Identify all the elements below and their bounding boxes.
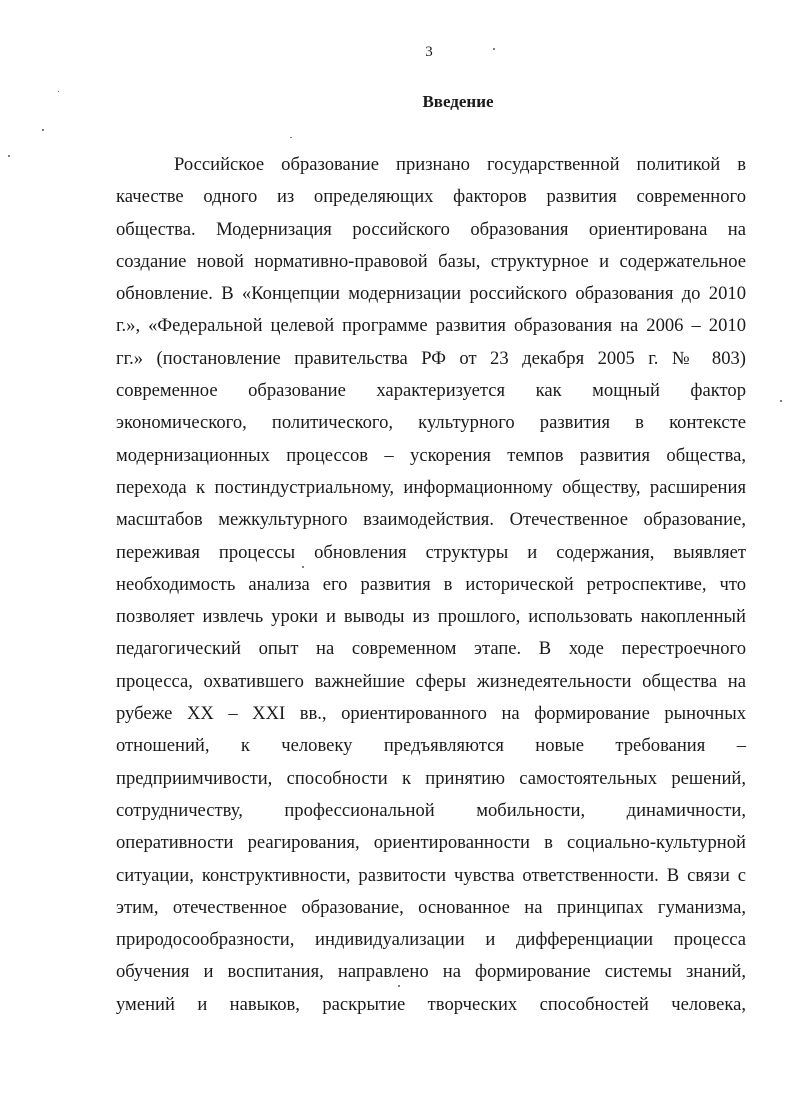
text-line: масштабов межкультурного взаимодействия. Отечественное образование, [116,509,746,531]
body-paragraph [116,149,746,1021]
scan-speck [58,91,59,92]
text-line: умений и навыков, раскрытие творческих способностей человека, [116,993,746,1015]
text-line: перехода к постиндустриальному, информационному обществу, расширения [116,476,746,498]
scan-speck [493,48,495,50]
text-line: переживая процессы обновления структуры и содержания, выявляет [116,541,746,563]
text-line: отношений, к человеку предъявляются новые требования – [116,735,746,757]
text-line: необходимость анализа его развития в исторической ретроспективе, что [116,573,746,595]
scan-speck [42,129,44,131]
scan-speck [302,566,304,568]
text-line: общества. Модернизация российского образования ориентирована на [116,218,746,240]
text-line: модернизационных процессов – ускорения темпов развития общества, [116,444,746,466]
text-line: предприимчивости, способности к принятию самостоятельных решений, [116,767,746,789]
text-line: позволяет извлечь уроки и выводы из прошлого, использовать накопленный [116,606,746,628]
text-line: создание новой нормативно-правовой базы, структурное и содержательное [116,250,746,272]
text-line: экономического, политического, культурного развития в контексте [116,412,746,434]
text-line: рубеже XX – XXI вв., ориентированного на формирование рыночных [116,703,746,725]
scan-speck [780,400,782,402]
scan-speck [8,155,10,157]
text-line: современное образование характеризуется как мощный фактор [116,380,746,402]
text-line: процесса, охватившего важнейшие сферы жизнедеятельности общества на [116,670,746,692]
text-line: г.», «Федеральной целевой программе развития образования на 2006 – 2010 [116,315,746,337]
scan-speck [398,985,400,987]
text-line: гг.» (постановление правительства РФ от 23 декабря 2005 г. № 803) [116,347,746,369]
text-line: сотрудничеству, профессиональной мобильности, динамичности, [116,799,746,821]
scan-speck [290,137,292,138]
text-line: этим, отечественное образование, основанное на принципах гуманизма, [116,896,746,918]
section-title: Введение [422,92,494,111]
text-line: обновление. В «Концепции модернизации российского образования до 2010 [116,283,746,305]
text-line: Российское образование признано государственной политикой в [174,154,746,175]
text-line: ситуации, конструктивности, развитости чувства ответственности. В связи с [116,864,746,886]
text-line: качестве одного из определяющих факторов развития современного [116,186,746,208]
text-line: оперативности реагирования, ориентированности в социально-культурной [116,832,746,854]
text-line: природосообразности, индивидуализации и дифференциации процесса [116,929,746,951]
page-number: 3 [425,44,433,60]
text-line: педагогический опыт на современном этапе. В ходе перестроечного [116,638,746,660]
text-line: обучения и воспитания, направлено на формирование системы знаний, [116,961,746,983]
